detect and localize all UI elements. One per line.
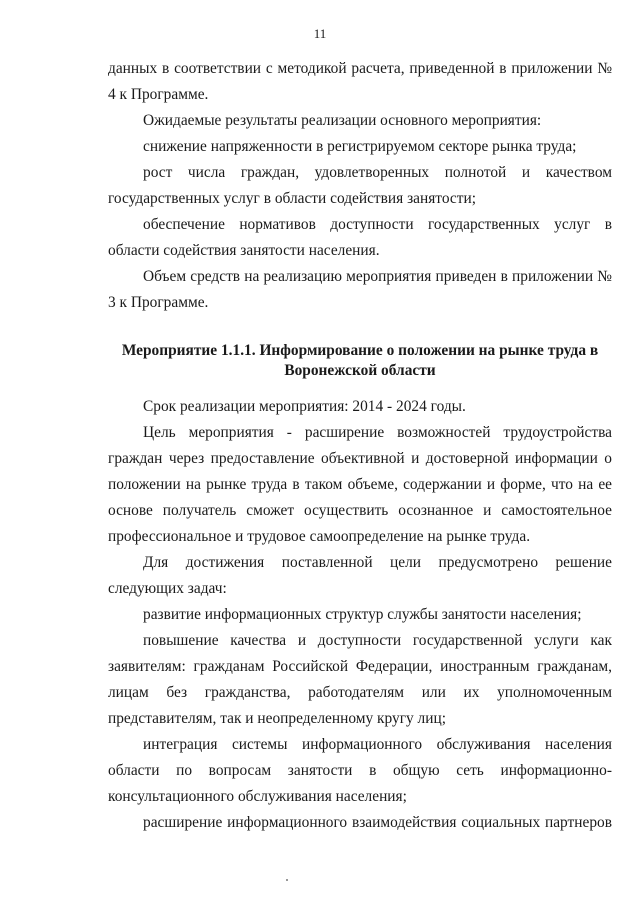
- scan-speck: [286, 879, 288, 881]
- document-body: [108, 56, 612, 836]
- paragraph-task-quality: повышение качества и доступности государственной услуги как заявителям: гражданам Российской Федерации, иностранным гражданам, лицам без гражданства, работодателям или их уполномоченным представителям, так и неопределенному кругу лиц;: [108, 632, 612, 727]
- section-heading: [108, 341, 612, 381]
- paragraph-task-integration: интеграция системы информационного обслуживания населения области по вопросам занятости в общую сеть информационно-консультационного обслуживания населения;: [108, 736, 612, 805]
- paragraph-tasks-intro: Для достижения поставленной цели предусмотрено решение следующих задач:: [108, 554, 612, 597]
- paragraph-result-tension: снижение напряженности в регистрируемом секторе рынка труда;: [143, 138, 577, 155]
- paragraph-task-interaction: расширение информационного взаимодействия социальных партнеров: [143, 814, 612, 831]
- page-number: 11: [313, 26, 327, 41]
- paragraph-funding: Объем средств на реализацию мероприятия приведен в приложении № 3 к Программе.: [108, 268, 612, 311]
- paragraph-term: Срок реализации мероприятия: 2014 - 2024 годы.: [143, 398, 466, 415]
- paragraph-result-satisfaction: рост числа граждан, удовлетворенных полнотой и качеством государственных услуг в области содействия занятости;: [108, 164, 612, 207]
- paragraph-continuation: данных в соответствии с методикой расчета, приведенной в приложении № 4 к Программе.: [108, 60, 612, 103]
- paragraph-task-structures: развитие информационных структур службы занятости населения;: [143, 606, 582, 623]
- section-heading-line-2: Воронежской области: [284, 362, 436, 379]
- paragraph-expected-results: Ожидаемые результаты реализации основного мероприятия:: [143, 112, 542, 129]
- paragraph-goal: Цель мероприятия - расширение возможностей трудоустройства граждан через предоставление объективной и достоверной информации о положении на рынке труда в таком объеме, содержании и форме, что на ее основе получатель сможет осуществить осознанное и самостоятельное профессиональное и трудовое самоопределение на рынке труда.: [108, 424, 612, 545]
- section-heading-line-1: Мероприятие 1.1.1. Информирование о положении на рынке труда в: [121, 342, 599, 359]
- paragraph-result-accessibility: обеспечение нормативов доступности государственных услуг в области содействия занятости населения.: [108, 216, 612, 259]
